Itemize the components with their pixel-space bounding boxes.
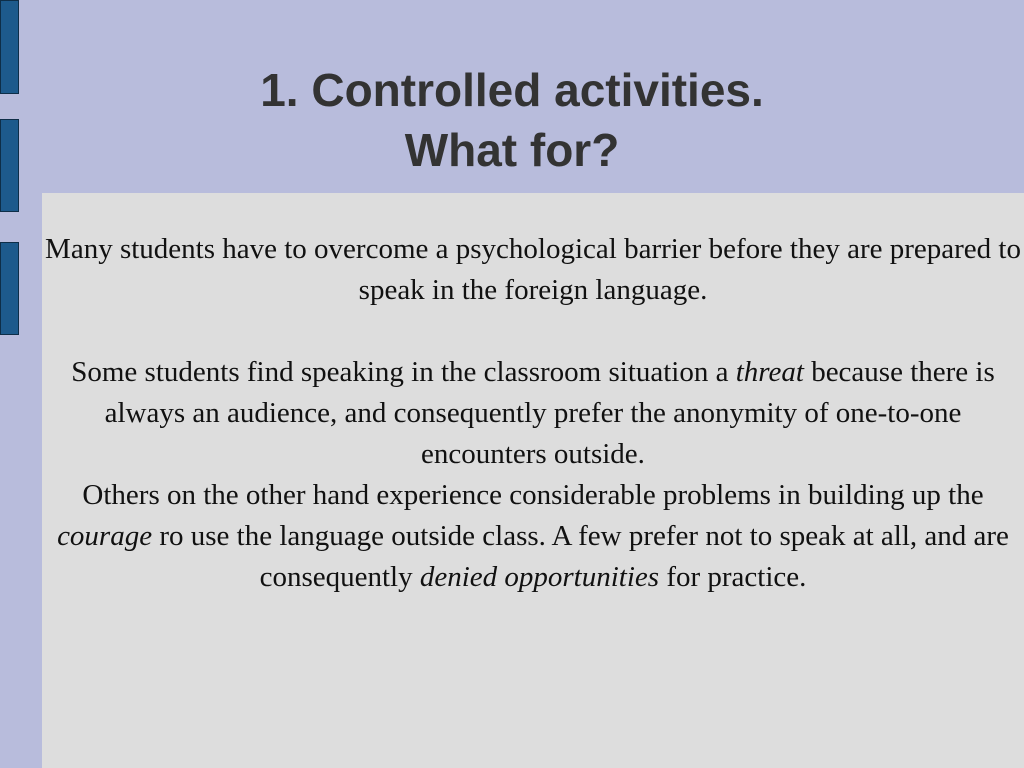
paragraph-2-italic-threat: threat [735,356,804,388]
content-body [42,229,1024,598]
paragraph-3-italic-courage: courage [57,520,153,552]
content-panel [42,193,1024,768]
paragraph-3-part-2: ro use the language outside class. A few prefer not to speak at all, and are consequently [152,520,1009,593]
paragraph-3-part-3: for practice. [659,561,807,593]
paragraph-3-italic-denied-opportunities: denied opportunities [419,561,660,593]
paragraph-3 [42,475,1024,598]
paragraph-2-part-2: because there is always an audience, and consequently prefer the anonymity of one-to-one encounters outside. [104,356,995,470]
slide-title-line-1: 1. Controlled activities. [260,64,764,116]
paragraph-2-part-1: Some students find speaking in the classroom situation a [71,356,736,388]
paragraph-1: Many students have to overcome a psychological barrier before they are prepared to speak in the foreign language. [45,233,1021,306]
slide-title [0,60,1024,180]
paragraph-3-part-1: Others on the other hand experience considerable problems in building up the [82,479,984,511]
paragraph-2 [42,352,1024,475]
slide-title-line-2: What for? [404,124,620,176]
decorative-bar-bottom [0,242,19,335]
